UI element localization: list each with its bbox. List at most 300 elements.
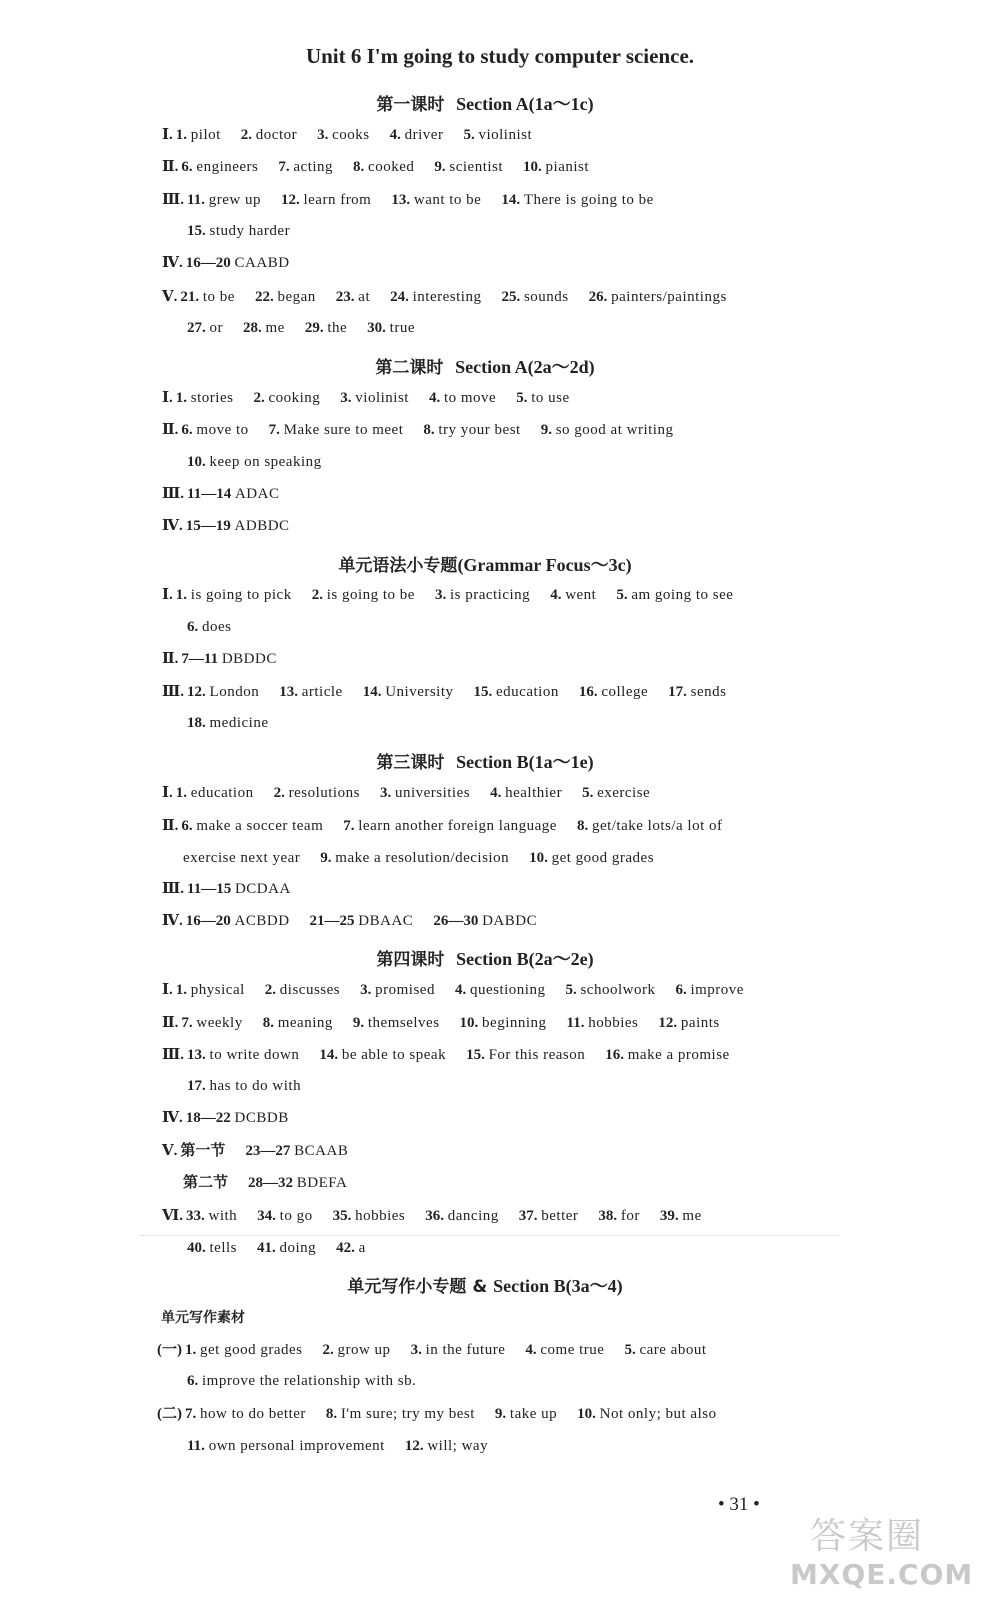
question-number: 6. [181,159,193,175]
answer-item [380,785,470,801]
section-heading-4: 第四课时 Section B(2a～2e) [376,949,594,970]
answer-text: sends [690,684,727,700]
answer-item [181,651,276,667]
answer-item [582,785,650,801]
question-group-label: Ⅱ. [162,1015,179,1031]
question-number: 38. [598,1208,618,1224]
answer-text: Not only; but also [599,1406,717,1422]
answer-item [312,587,415,603]
answer-item [466,1047,585,1063]
answer-text: BCAAB [294,1143,349,1159]
answer-item [434,159,503,175]
question-number: 7. [278,159,290,175]
answer-line [157,1404,717,1424]
question-number: 10. [529,850,548,866]
answer-item [495,1406,557,1422]
answer-line [162,1206,702,1226]
answer-line [162,783,650,803]
question-number: 4. [389,127,401,143]
answer-item [317,127,370,143]
answer-item [243,320,285,336]
question-number: 9. [352,1015,365,1031]
answer-text: doing [279,1240,317,1256]
answer-text: discusses [279,982,341,998]
answer-item [501,289,568,305]
answer-item [176,587,292,603]
answer-item [660,1208,702,1224]
question-number: 6. [187,619,199,635]
answer-text: improve [690,982,744,998]
answer-text: to write down [209,1047,300,1063]
answer-item [187,1240,237,1256]
answer-item [616,587,733,603]
question-group-label: Ⅳ. [162,1110,183,1126]
answer-text: with [208,1208,238,1224]
watermark-en: MXQE.COM [790,1558,974,1591]
answer-text: education [496,684,559,700]
question-number: 11—15 [187,881,232,897]
question-number: 23. [335,289,355,305]
answer-text: universities [394,785,471,801]
answer-item [360,982,435,998]
question-group-label: Ⅱ. [162,159,179,175]
answer-text: schoolwork [580,982,656,998]
question-number: 14. [501,192,521,208]
answer-text: learn another foreign language [358,818,557,834]
answer-item [186,913,290,929]
answer-line [162,911,537,931]
answer-text: DCBDB [234,1110,289,1126]
answer-item [186,255,290,271]
answer-text: does [202,619,232,635]
answer-text: violinist [478,127,533,143]
question-number: 18. [187,715,206,731]
answer-item [579,684,648,700]
question-number: 33. [186,1208,205,1224]
question-number: 1. [175,587,188,603]
answer-item [541,422,674,438]
question-number: 4. [490,785,502,801]
answer-text: take up [509,1406,558,1422]
answer-line [187,1436,488,1456]
question-number: 26. [588,289,608,305]
answer-item [463,127,532,143]
answer-line [187,1371,416,1391]
answer-text: make a soccer team [196,818,324,834]
answer-text: resolutions [288,785,360,801]
answer-text: college [601,684,649,700]
question-number: 13. [279,684,298,700]
answer-item [187,715,268,731]
answer-line [162,157,589,177]
question-group-label: Ⅴ. [162,289,178,305]
answer-text: hobbies [355,1208,406,1224]
answer-line [187,1238,366,1258]
answer-text: London [209,684,260,700]
answer-text: healthier [505,785,563,801]
question-number: 29. [304,320,324,336]
watermark-cn: 答案圈 [810,1516,925,1557]
question-number: 37. [518,1208,538,1224]
answer-item [605,1047,729,1063]
question-number: 40. [187,1240,206,1256]
question-number: 6. [181,818,193,834]
question-number: 12. [280,192,300,208]
answer-item [241,127,297,143]
answer-line [162,980,744,1000]
question-number: 10. [459,1015,479,1031]
answer-text: how to do better [200,1406,306,1422]
question-number: 9. [320,850,332,866]
answer-item [565,982,655,998]
answer-item [326,1406,475,1422]
question-number: 4. [525,1342,537,1358]
answer-line [162,516,290,536]
answer-item [187,192,261,208]
question-number: 26—30 [433,913,479,929]
answer-text: better [541,1208,579,1224]
answer-line [187,617,232,637]
question-number: 24. [390,289,409,305]
answer-line [162,190,654,210]
answer-item [181,1015,242,1031]
question-number: 7—11 [181,651,219,667]
question-group-label: (二) [157,1406,182,1422]
answer-text: questioning [469,982,546,998]
answer-text: ADAC [234,486,280,502]
answer-text: DBDDC [221,651,277,667]
answer-line [162,585,733,605]
answer-text: so good at writing [555,422,674,438]
question-group-label: Ⅲ. [162,1047,185,1063]
answer-item [187,320,223,336]
question-number: 16. [605,1047,624,1063]
answer-line [162,1141,348,1161]
answer-item [183,850,300,866]
answer-item [675,982,744,998]
answer-item [474,684,559,700]
answer-text: to be [202,289,235,305]
answer-text: get good grades [551,850,655,866]
answer-line [162,682,726,702]
section-heading-1: 第一课时 Section A(1a～1c) [376,94,594,115]
answer-item [390,127,444,143]
question-number: 5. [582,785,594,801]
question-number: 1. [185,1342,197,1358]
answer-line [187,713,268,733]
answer-item [589,289,727,305]
answer-item [353,159,414,175]
answer-line [162,649,277,669]
answer-line [162,484,279,504]
answer-item [278,159,333,175]
answer-text: cooked [368,159,415,175]
answer-item [455,982,546,998]
answer-text: hobbies [588,1015,639,1031]
question-number: 2. [264,982,277,998]
question-number: 12. [187,684,206,700]
answer-item [185,1342,302,1358]
question-number: 9. [540,422,552,438]
question-number: 16—20 [185,255,231,271]
answer-text: to go [279,1208,313,1224]
answer-item [353,1015,440,1031]
question-number: 6. [675,982,687,998]
question-number: 8. [262,1015,274,1031]
section-heading-2: 第二课时 Section A(2a～2d) [375,357,595,378]
answer-item [186,1208,237,1224]
answer-item [310,913,414,929]
question-number: 第一节 [180,1143,226,1159]
answer-text: come true [540,1342,605,1358]
question-number: 2. [311,587,323,603]
answer-text: study harder [209,223,291,239]
question-number: 4. [428,390,441,406]
answer-item [305,320,347,336]
answer-item [274,785,360,801]
answer-text: DBAAC [358,913,414,929]
answer-item [187,454,322,470]
answer-line [162,1108,289,1128]
answer-text: has to do with [209,1078,302,1094]
answer-line [162,420,673,440]
question-number: 1. [175,785,188,801]
answer-line [162,388,570,408]
answer-text: interesting [412,289,482,305]
writing-material-subheading: 单元写作素材 [161,1310,245,1326]
answer-item [187,619,232,635]
question-group-label: Ⅲ. [162,486,185,502]
answer-item [516,390,569,406]
answer-item [333,1208,406,1224]
question-number: 28—32 [248,1175,294,1191]
answer-item [257,1240,316,1256]
question-number: 35. [332,1208,352,1224]
answer-text: keep on speaking [209,454,322,470]
answer-item [320,850,509,866]
section-heading-3: 第三课时 Section B(1a～1e) [376,752,594,773]
answer-text: is going to pick [190,587,292,603]
answer-item [525,1342,604,1358]
answer-text: tells [209,1240,237,1256]
answer-line [187,452,322,472]
question-number: 10. [523,159,542,175]
watermark-logo [790,1508,985,1598]
answer-item [501,192,653,208]
answer-text: move to [196,422,249,438]
answer-text: exercise next year [183,850,301,866]
answer-item [187,1078,301,1094]
answer-text: for [620,1208,640,1224]
answer-item [423,422,520,438]
answer-line [187,318,415,338]
answer-text: make a resolution/decision [335,850,510,866]
answer-item [367,320,415,336]
answer-text: scientist [449,159,504,175]
question-number: 3. [379,785,392,801]
question-number: 3. [340,390,352,406]
question-number: 17. [187,1078,206,1094]
answer-item [429,390,496,406]
answer-text: true [389,320,415,336]
question-group-label: Ⅱ. [162,651,179,667]
question-group-label: Ⅱ. [162,422,179,438]
answer-item [187,684,259,700]
answer-text: or [209,320,223,336]
answer-text: a [358,1240,366,1256]
question-number: 4. [550,587,562,603]
unit-title: Unit 6 I'm going to study computer science. [305,44,695,68]
question-number: 12. [404,1438,424,1454]
question-number: 6. [187,1373,199,1389]
question-number: 14. [362,684,382,700]
answer-text: meaning [277,1015,333,1031]
question-group-label: Ⅰ. [162,587,173,603]
question-group-label: Ⅴ. [162,1143,178,1159]
answer-line [183,1173,347,1193]
question-number: 15. [466,1047,485,1063]
answer-item [187,1047,299,1063]
question-number: 14. [319,1047,339,1063]
question-number: 30. [367,320,386,336]
question-number: 8. [423,422,435,438]
answer-text: ADBDC [234,518,290,534]
answer-item [363,684,454,700]
answer-item [336,289,370,305]
answer-item [187,223,290,239]
answer-item [176,785,254,801]
question-number: 18—22 [185,1110,231,1126]
question-number: 15. [187,223,206,239]
answer-item [245,1143,348,1159]
answer-line [162,879,291,899]
answer-text: weekly [196,1015,243,1031]
answer-item [340,390,409,406]
answer-text: ACBDD [234,913,290,929]
question-group-label: Ⅲ. [162,684,185,700]
answer-item [176,127,221,143]
answer-text: the [327,320,348,336]
question-group-label: Ⅲ. [162,881,185,897]
answer-text: to move [443,390,497,406]
question-number: 23—27 [245,1143,291,1159]
answer-item [186,518,290,534]
section-heading-writing: 单元写作小专题 & Section B(3a～4) [347,1276,623,1297]
answer-text: stories [190,390,234,406]
page-number: • 31 • [718,1494,760,1515]
answer-text: cooks [332,127,370,143]
answer-line [187,1076,301,1096]
answer-text: article [301,684,343,700]
question-number: 4. [454,982,467,998]
answer-text: DABDC [482,913,538,929]
answer-item [624,1342,706,1358]
answer-item [343,818,557,834]
answer-text: engineers [196,159,259,175]
answer-item [529,850,654,866]
answer-line [162,125,532,145]
question-number: 36. [425,1208,445,1224]
question-number: 28. [243,320,262,336]
answer-text: I'm sure; try my best [340,1406,475,1422]
question-number: 1. [175,127,188,143]
question-number: 10. [187,454,206,470]
answer-item [411,1342,506,1358]
question-number: 21. [180,289,200,305]
answer-text: improve the relationship with sb. [202,1373,417,1389]
answer-text: driver [404,127,444,143]
answer-text: me [682,1208,702,1224]
answer-line [157,1340,706,1360]
answer-item [180,289,235,305]
answer-item [269,422,404,438]
answer-text: dancing [447,1208,499,1224]
question-number: 15—19 [185,518,231,534]
question-group-label: Ⅰ. [162,390,173,406]
answer-text: get/take lots/a lot of [591,818,723,834]
question-number: 39. [659,1208,679,1224]
question-number: 6. [181,422,193,438]
answer-text: want to be [413,192,482,208]
question-number: 11. [187,1438,205,1454]
question-number: 15. [473,684,493,700]
answer-text: is going to be [326,587,415,603]
answer-item [550,587,596,603]
answer-text: be able to speak [341,1047,447,1063]
question-number: 3. [434,587,447,603]
answer-item [668,684,726,700]
question-number: 16. [578,684,598,700]
answer-text: care about [639,1342,707,1358]
answer-item [577,818,723,834]
question-number: 7. [268,422,280,438]
answer-item [391,192,481,208]
question-number: 21—25 [309,913,355,929]
question-group-label: Ⅵ. [162,1208,183,1224]
question-number: 11. [187,192,205,208]
section-heading-grammar: 单元语法小专题(Grammar Focus～3c) [338,555,632,576]
question-number: 2. [322,1342,334,1358]
question-number: 1. [175,390,188,406]
question-number: 2. [253,390,265,406]
answer-item [186,1110,289,1126]
answer-text: grow up [337,1342,391,1358]
answer-item [390,289,481,305]
answer-text: make a promise [627,1047,730,1063]
answer-item [255,289,316,305]
answer-text: exercise [597,785,651,801]
answer-item [180,1143,225,1159]
answer-item [187,1373,416,1389]
question-number: 5. [616,587,628,603]
question-number: 42. [336,1240,355,1256]
answer-text: grew up [208,192,261,208]
question-number: 1. [175,982,188,998]
question-number: 13. [187,1047,206,1063]
answer-line [162,253,290,273]
question-number: 5. [565,982,577,998]
answer-text: themselves [367,1015,440,1031]
question-group-label: Ⅱ. [162,818,179,834]
answer-item [183,1175,228,1191]
answer-line [162,1045,730,1065]
question-number: 12. [658,1015,678,1031]
question-number: 7. [181,1015,193,1031]
question-number: 17. [668,684,687,700]
answer-text: pianist [545,159,590,175]
answer-item [460,1015,547,1031]
answer-text: Make sure to meet [283,422,404,438]
